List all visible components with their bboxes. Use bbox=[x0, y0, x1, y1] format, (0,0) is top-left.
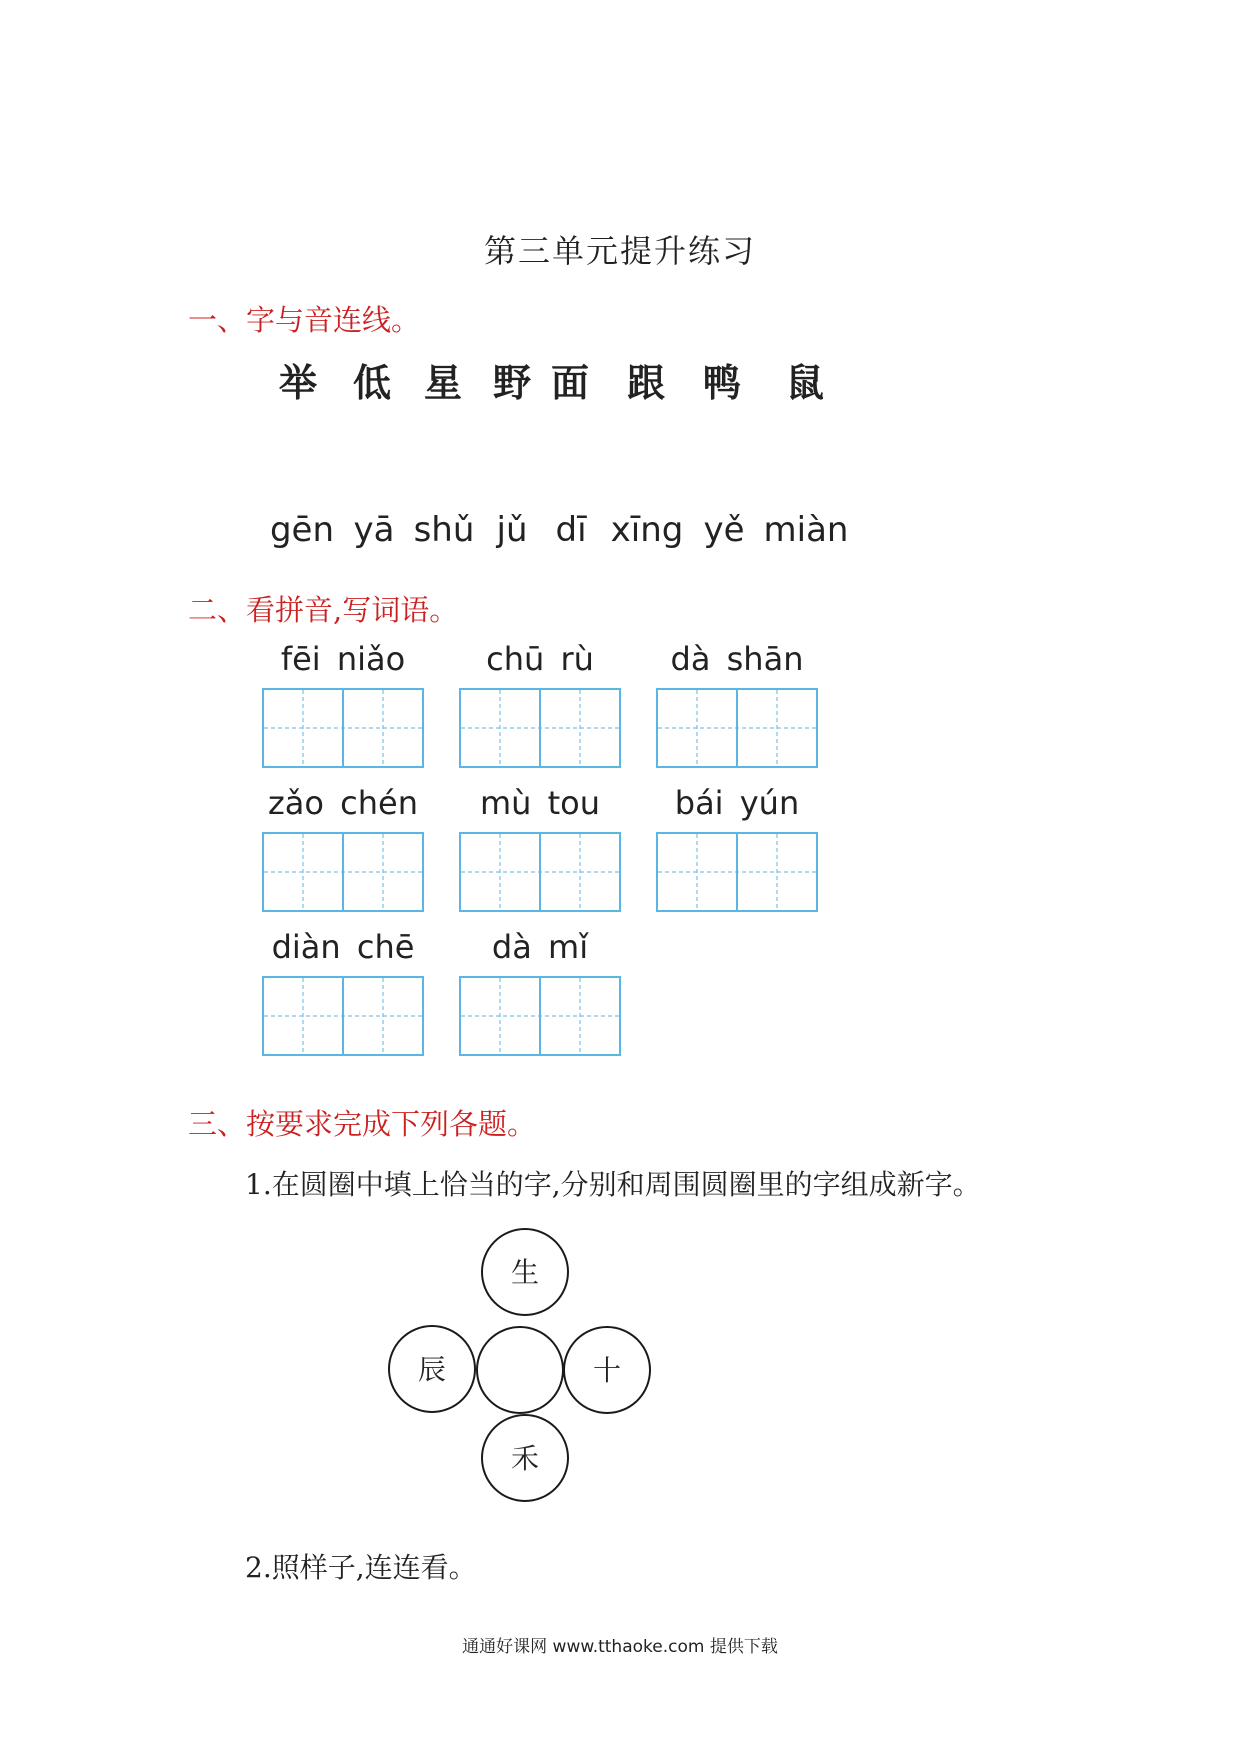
pinyin-option: gēn bbox=[269, 510, 335, 550]
tianzige-boxes[interactable] bbox=[262, 976, 424, 1056]
word-pinyin: zǎo chén bbox=[268, 784, 418, 822]
character: 野 bbox=[492, 360, 532, 405]
character: 鼠 bbox=[785, 360, 825, 405]
question-1-text: 1.在圆圈中填上恰当的字,分别和周围圆圈里的字组成新字。 bbox=[245, 1168, 981, 1201]
pinyin-option: jǔ bbox=[496, 510, 528, 550]
footer-watermark: 通通好课网 www.tthaoke.com 提供下载 bbox=[462, 1637, 778, 1657]
section-1-heading: 一、字与音连线。 bbox=[188, 303, 421, 337]
character: 跟 bbox=[626, 360, 666, 405]
word-pinyin: dà shān bbox=[670, 640, 804, 678]
word-pinyin: chū rù bbox=[486, 640, 594, 678]
character-circle-diagram bbox=[380, 1220, 660, 1520]
circle-right-char: 十 bbox=[592, 1354, 622, 1387]
word-pinyin: dà mǐ bbox=[491, 928, 589, 966]
word-pinyin: mù tou bbox=[479, 784, 601, 822]
center-answer-circle[interactable] bbox=[477, 1327, 563, 1413]
character: 低 bbox=[352, 360, 392, 405]
character: 星 bbox=[423, 360, 463, 405]
character: 面 bbox=[550, 360, 590, 405]
section-2-heading: 二、看拼音,写词语。 bbox=[188, 593, 459, 627]
tianzige-boxes[interactable] bbox=[459, 976, 621, 1056]
pinyin-option: dī bbox=[555, 510, 587, 550]
pinyin-option: miàn bbox=[763, 510, 849, 550]
tianzige-boxes[interactable] bbox=[459, 832, 621, 912]
question-2-text: 2.照样子,连连看。 bbox=[245, 1551, 477, 1584]
pinyin-option: xīng bbox=[610, 510, 684, 550]
section-3-heading: 三、按要求完成下列各题。 bbox=[188, 1107, 537, 1141]
tianzige-boxes[interactable] bbox=[656, 832, 818, 912]
page-title: 第三单元提升练习 bbox=[483, 232, 756, 270]
circle-bottom-char: 禾 bbox=[510, 1442, 540, 1475]
circle-left-char: 辰 bbox=[417, 1353, 447, 1386]
tianzige-boxes[interactable] bbox=[262, 688, 424, 768]
word-pinyin: diàn chē bbox=[271, 928, 415, 966]
pinyin-option: yā bbox=[353, 510, 395, 550]
pinyin-option: shǔ bbox=[413, 510, 475, 550]
circle-top-char: 生 bbox=[510, 1256, 540, 1289]
pinyin-option: yě bbox=[703, 510, 745, 550]
character: 鸭 bbox=[702, 360, 742, 405]
tianzige-boxes[interactable] bbox=[262, 832, 424, 912]
character: 举 bbox=[278, 360, 318, 405]
tianzige-boxes[interactable] bbox=[656, 688, 818, 768]
tianzige-boxes[interactable] bbox=[459, 688, 621, 768]
word-pinyin: bái yún bbox=[674, 784, 800, 822]
word-pinyin: fēi niǎo bbox=[280, 640, 406, 678]
